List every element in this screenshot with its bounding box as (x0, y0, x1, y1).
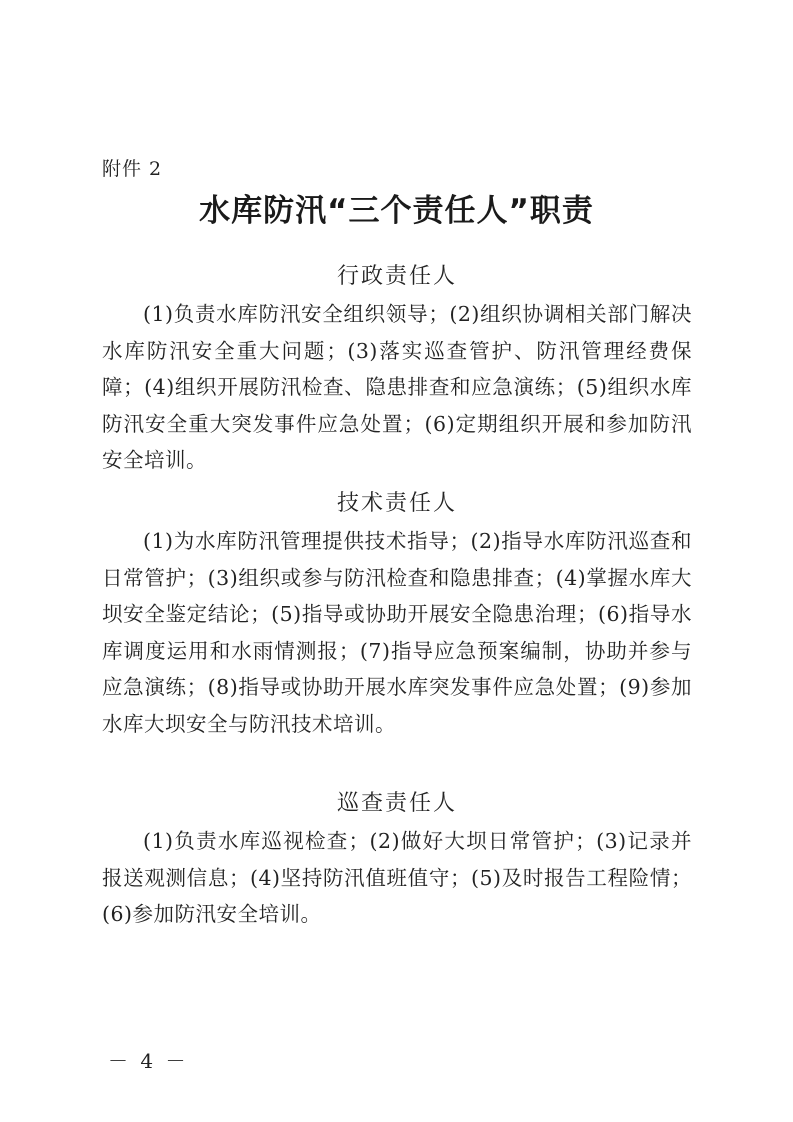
page-number: － 4 － (108, 1049, 189, 1073)
section-administrative (102, 262, 692, 479)
section-heading-technical: 技术责任人 (336, 491, 457, 516)
section-heading-administrative: 行政责任人 (336, 264, 457, 289)
section-body-technical: (1)为水库防汛管理提供技术指导；(2)指导水库防汛巡查和日常管护；(3)组织或参与防汛检查和隐患排查；(4)掌握水库大坝安全鉴定结论；(5)指导或协助开展安全隐患治理；(6)指导水库调度运用和水雨情测报；(7)指导应急预案编制，协助并参与应急演练；(8)指导或协助开展水库突发事件应急处置；(9)参加水库大坝安全与防汛技术培训。 (102, 529, 692, 736)
section-patrol (102, 789, 692, 933)
section-technical (102, 489, 692, 742)
section-heading-patrol: 巡查责任人 (336, 791, 457, 816)
section-body-patrol: (1)负责水库巡视检查；(2)做好大坝日常管护；(3)记录并报送观测信息；(4)坚持防汛值班值守；(5)及时报告工程险情；(6)参加防汛安全培训。 (102, 829, 692, 926)
document-title: 水库防汛“三个责任人”职责 (199, 193, 594, 229)
attachment-label: 附件 2 (102, 158, 163, 180)
section-body-administrative: (1)负责水库防汛安全组织领导；(2)组织协调相关部门解决水库防汛安全重大问题；(3)落实巡查管护、防汛管理经费保障；(4)组织开展防汛检查、隐患排查和应急演练；(5)组织水库防汛安全重大突发事件应急处置；(6)定期组织开展和参加防汛安全培训。 (102, 302, 692, 472)
